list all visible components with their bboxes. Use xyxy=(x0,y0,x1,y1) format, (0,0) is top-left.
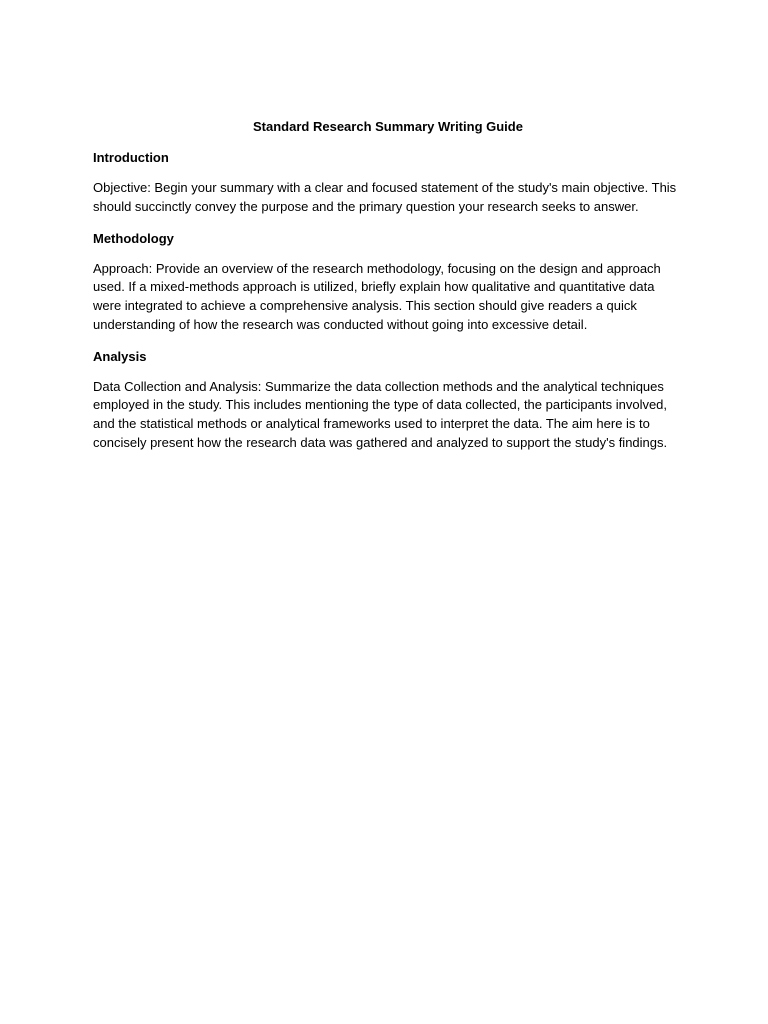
section-heading-methodology: Methodology xyxy=(93,230,174,246)
section-paragraph-methodology: Approach: Provide an overview of the research methodology, focusing on the design and approach used. If a mixed-methods approach is utilized, briefly explain how qualitative and quantitative data were integrated to achieve a comprehensive analysis. This section should give readers a quick understanding of how the research was conducted without going into excessive detail. xyxy=(93,260,661,332)
section-paragraph-analysis: Data Collection and Analysis: Summarize the data collection methods and the analytical techniques employed in the study. This includes mentioning the type of data collected, the participants involved, and the statistical methods or analytical frameworks used to interpret the data. The aim here is to concisely present how the research data was gathered and analyzed to support the study's findings. xyxy=(93,378,668,450)
section-paragraph-introduction: Objective: Begin your summary with a clear and focused statement of the study's main objective. This should succinctly convey the purpose and the primary question your research seeks to answer. xyxy=(93,180,677,214)
section-heading-analysis: Analysis xyxy=(93,348,147,364)
document-body xyxy=(93,117,683,465)
section-heading-introduction: Introduction xyxy=(93,150,169,165)
document-title: Standard Research Summary Writing Guide xyxy=(253,119,523,134)
